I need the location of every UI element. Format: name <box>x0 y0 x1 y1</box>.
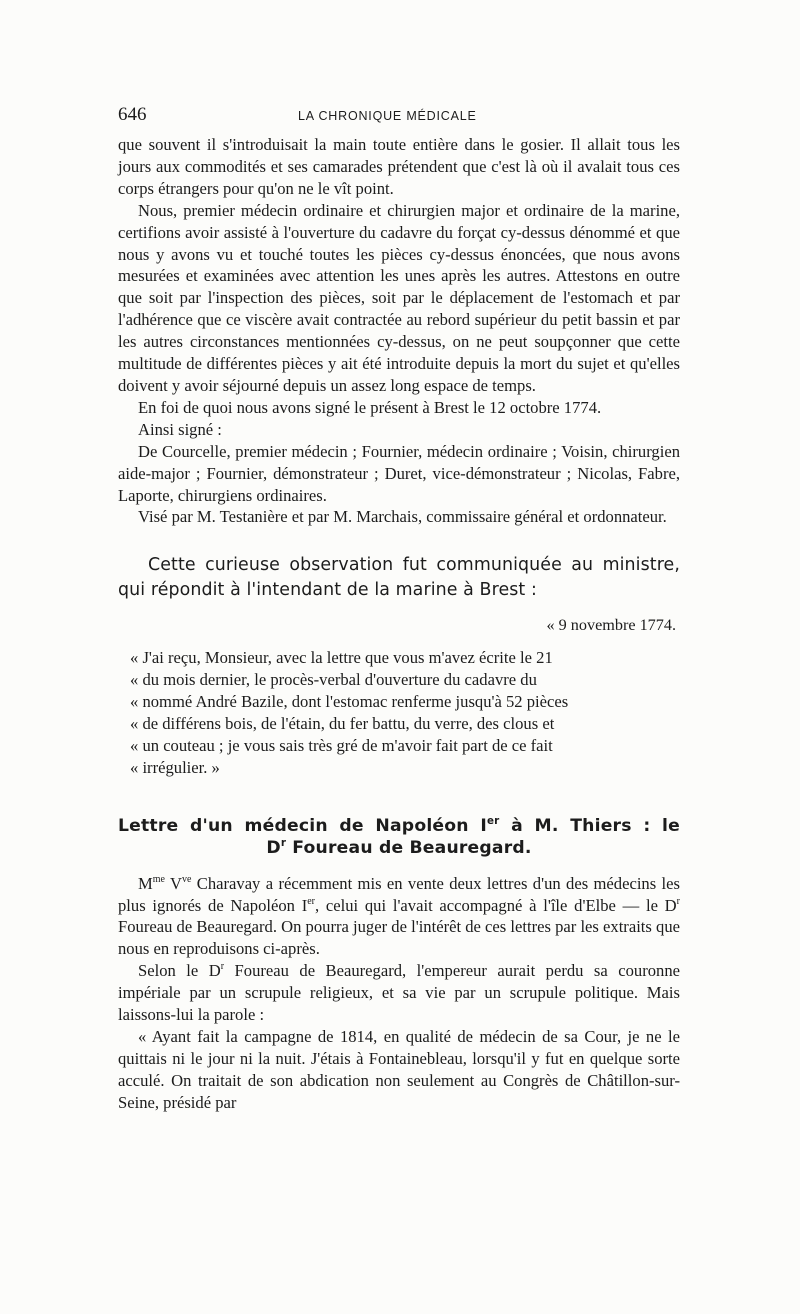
quote-line: « un couteau ; je vous sais très gré de m'avoir fait part de ce fait <box>130 735 553 755</box>
running-title: LA CHRONIQUE MÉDICALE <box>298 109 477 123</box>
page-header <box>118 104 680 134</box>
quote-line: « irrégulier. » <box>130 757 220 777</box>
quote-line: « de différens bois, de l'étain, du fer battu, du verre, des clous et <box>130 713 555 733</box>
paragraph-visa: Visé par M. Testanière et par M. Marchais, commissaire général et ordonnateur. <box>138 507 667 527</box>
section-title-line-1: Lettre d'un médecin de Napoléon Ier à M. Thiers : le <box>118 814 680 836</box>
paragraph-certification: Nous, premier médecin ordinaire et chirurgien major et ordinaire de la marine, certifions avoir assisté à l'ouverture du cadavre du forçat cy-dessus dénommé et que nous y avons vu et touché toutes les pièces cy-dessus énoncées, que nous avons mesurées et examinées avec attention les unes après les autres. Attestons en outre que soit par l'inspection des pièces, soit par le déplacement de l'estomach et par l'adhérence que ce viscère avait contractée au rebord supérieur du petit bassin et par les autres circonstances mentionnées cy-dessus, on ne peut soupçonner que cette multitude de différentes pièces y ait été introduite depuis la mort du sujet et qu'elles doivent y avoir séjourné depuis un assez long espace de temps. <box>118 200 680 395</box>
paragraph-signature-date: En foi de quoi nous avons signé le présent à Brest le 12 octobre 1774. <box>138 397 602 417</box>
section-paragraph-1: $M^{me}$ $V^{ve}$ Charavay a récemment mis en vente deux lettres d'un des médecins les plus ignorés de Napoléon Ier, celui qui l'avait accompagné à l'île d'Elbe — le $D^r$ Foureau de Beauregard. On pourra juger de l'intérêt de ces lettres par les extraits que nous en reproduisons ci-après. <box>118 873 680 959</box>
minister-letter-quote <box>118 647 680 778</box>
page <box>118 104 680 1114</box>
paragraph-continuation: que souvent il s'introduisait la main toute entière dans le gosier. Il allait tous les jours aux commodités et ses camarades prétendent que c'est là où il avalait tous ces corps étrangers pour qu'on ne le vît point. <box>118 135 680 198</box>
quote-line: « du mois dernier, le procès-verbal d'ouverture du cadavre du <box>130 670 537 690</box>
section-title-line-2: $D^r$ Foureau de Beauregard. <box>266 836 532 858</box>
intro-paragraph: Cette curieuse observation fut communiquée au ministre, qui répondit à l'intendant de la marine à Brest : <box>118 555 680 601</box>
paragraph-signed: Ainsi signé : <box>138 419 222 439</box>
paragraph-signatories: De Courcelle, premier médecin ; Fournier, médecin ordinaire ; Voisin, chirurgien aide-major ; Fournier, démonstrateur ; Duret, vice-démonstrateur ; Nicolas, Fabre, Laporte, chirurgiens ordinaires. <box>118 441 680 505</box>
quote-line: « J'ai reçu, Monsieur, avec la lettre que vous m'avez écrite le 21 <box>130 648 553 668</box>
section-paragraph-2: Selon le $D^r$ Foureau de Beauregard, l'empereur aurait perdu sa couronne impériale par un scrupule religieux, et sa vie par un scrupule politique. Mais laissons-lui la parole : <box>118 961 680 1025</box>
quote-line: « nommé André Bazile, dont l'estomac renferme jusqu'à 52 pièces <box>130 692 569 712</box>
page-number: 646 <box>118 104 147 125</box>
letter-date: « 9 novembre 1774. <box>546 616 676 635</box>
section-paragraph-3: « Ayant fait la campagne de 1814, en qualité de médecin de sa Cour, je ne le quittais ni le jour ni la nuit. J'étais à Fontainebleau, lorsqu'il y fut en quelque sorte acculé. On traitait de son abdication non seulement au Congrès de Châtillon-sur-Seine, présidé par <box>118 1027 680 1112</box>
section-title <box>118 815 680 859</box>
